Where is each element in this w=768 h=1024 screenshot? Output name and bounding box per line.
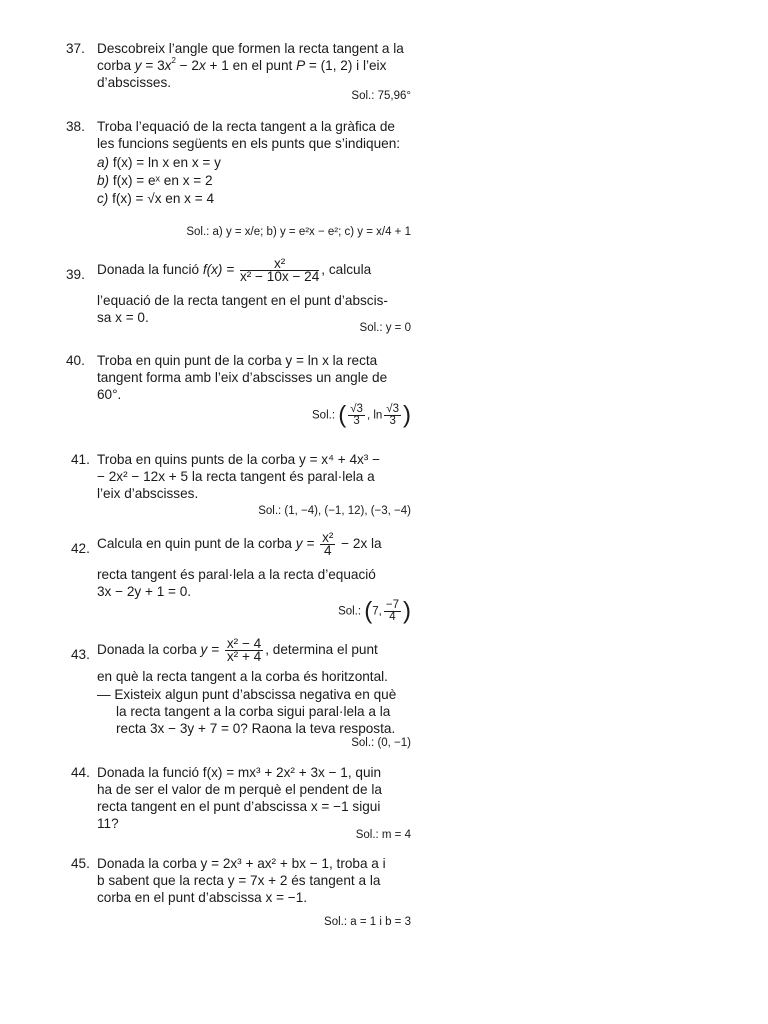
exercise-41 (66, 451, 411, 521)
solution: Sol.: (0, −1) (351, 737, 411, 749)
solution: Sol.: ( $\frac{√3}{3}$ , ln $\frac{√3}{3}$ ) (312, 401, 411, 429)
exercise-text: 60°. (97, 387, 122, 402)
exercise-text: Troba l’equació de la recta tangent a la gràfica de (97, 119, 395, 134)
exercise-number: 37. (66, 41, 85, 56)
exercise-text: Calcula en quin punt de la corba y = $\frac{\text{x²}}{4}$ − 2x la (97, 530, 382, 558)
fraction: $\frac{\text{x²}}{4}$ (322, 530, 334, 558)
fraction: $\frac{\text{x²}}{\text{x² − 10x − 24}}$ (239, 256, 320, 284)
exercise-40 (66, 352, 411, 438)
exercise-text: recta tangent en el punt d’abscissa x = −1 sigui (97, 799, 381, 814)
exercise-text: corba en el punt d’abscissa x = −1. (97, 890, 308, 905)
exercise-39 (66, 258, 411, 338)
fraction: $\frac{\text{x² − 4}}{\text{x² + 4}}$ (226, 636, 262, 664)
exercise-number: 38. (66, 119, 85, 134)
exercise-number: 40. (66, 353, 85, 368)
exercise-text: en què la recta tangent a la corba és horitzontal. (97, 669, 388, 684)
exercise-44 (66, 764, 411, 844)
exercise-number: 43. (71, 647, 90, 662)
exercise-text: Donada la corba y = 2x³ + ax² + bx − 1, troba a i (97, 856, 386, 871)
exercise-number: 45. (71, 856, 90, 871)
solution: Sol.: (1, −4), (−1, 12), (−3, −4) (258, 505, 411, 517)
solution: Sol.: 75,96° (351, 90, 411, 102)
exercise-text: — Existeix algun punt d’abscissa negativa en què (97, 687, 397, 702)
exercise-text: les funcions següents en els punts que s’indiquen: (97, 136, 401, 151)
exercise-text: l’equació de la recta tangent en el punt d’abscis- (97, 293, 388, 308)
exercise-37 (66, 40, 411, 104)
exercise-text: Troba en quins punts de la corba y = x⁴ + 4x³ − (97, 452, 381, 467)
exercise-number: 44. (71, 765, 90, 780)
exercise-text: 11? (97, 816, 119, 831)
exercise-45 (66, 855, 411, 935)
exercise-text: Troba en quin punt de la corba y = ln x la recta (97, 353, 378, 368)
solution: Sol.: m = 4 (355, 829, 411, 841)
exercise-text: ha de ser el valor de m perquè el pendent de la (97, 782, 382, 797)
solution: Sol.: y = 0 (359, 322, 411, 334)
exercise-text: d’abscisses. (97, 75, 172, 90)
exercise-43 (66, 638, 411, 750)
exercise-text: Donada la funció f(x) = $\frac{\text{x²}}{\text{x² − 10x − 24}}$ , calcula (97, 256, 372, 284)
exercise-text: Descobreix l’angle que formen la recta tangent a la (97, 41, 404, 56)
list-item: b) f(x) = eˣ en x = 2 (97, 173, 213, 188)
exercise-text: 3x − 2y + 1 = 0. (97, 584, 192, 599)
exercise-text: sa x = 0. (97, 310, 149, 325)
exercise-text: Donada la corba y = $\frac{\text{x² − 4}}{\text{x² + 4}}$ , determina el punt (97, 636, 378, 664)
exercise-42 (66, 532, 411, 632)
exercise-text: corba $y = 3x^2 - 2x + 1$ en el punt P = (1, 2) i l’eix (97, 56, 387, 73)
solution: Sol.: a = 1 i b = 3 (324, 916, 411, 928)
exercise-text: l’eix d’abscisses. (97, 486, 199, 501)
exercise-text: recta tangent és paral·lela a la recta d’equació (97, 567, 376, 582)
exercise-text: Donada la funció f(x) = mx³ + 2x² + 3x − 1, quin (97, 765, 382, 780)
exercise-text: b sabent que la recta y = 7x + 2 és tangent a la (97, 873, 381, 888)
exercise-number: 42. (71, 541, 90, 556)
exercise-text: − 2x² − 12x + 5 la recta tangent és paral·lela a (97, 469, 375, 484)
exercise-38 (66, 118, 411, 248)
exercise-text: la recta tangent a la corba sigui paral·lela a la (116, 704, 391, 719)
list-item: c) f(x) = √x en x = 4 (97, 191, 215, 206)
exercise-number: 41. (71, 452, 90, 467)
solution: Sol.: a) y = x/e; b) y = e²x − e²; c) y = x/4 + 1 (186, 226, 411, 238)
exercise-text: tangent forma amb l’eix d’abscisses un angle de (97, 370, 388, 385)
exercise-text: recta 3x − 3y + 7 = 0? Raona la teva resposta. (116, 721, 396, 736)
exercise-number: 39. (66, 267, 85, 282)
list-item: a) f(x) = ln x en x = y (97, 155, 221, 170)
solution: Sol.: (7, $\frac{-7}{4}$ ) (338, 597, 411, 625)
